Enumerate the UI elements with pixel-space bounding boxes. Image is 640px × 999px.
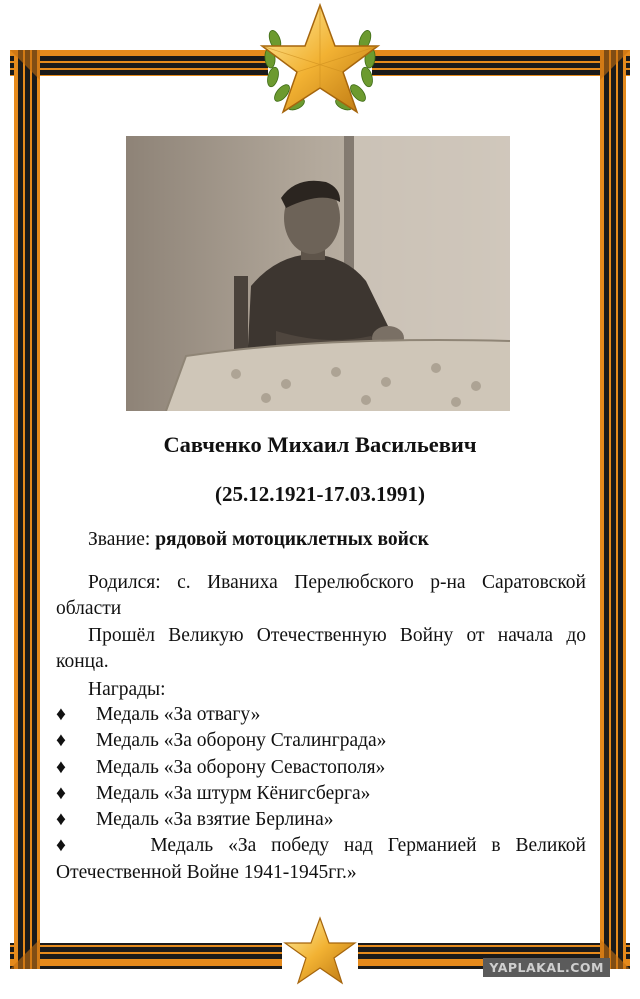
list-item: ♦ Медаль «За оборону Севастополя» (56, 755, 586, 781)
diamond-bullet-icon: ♦ (56, 704, 66, 725)
awards-heading (56, 677, 586, 703)
rank-line (56, 527, 586, 553)
list-item: ♦ Медаль «За оборону Сталинграда» (56, 728, 586, 754)
portrait-photo (126, 136, 510, 411)
person-name: Савченко Михаил Васильевич (163, 432, 477, 457)
star-icon (285, 918, 355, 983)
star-with-laurel-icon (262, 5, 378, 112)
awards-list (56, 702, 586, 886)
rank-label: Звание: (88, 529, 151, 550)
life-dates: (25.12.1921-17.03.1991) (215, 482, 425, 506)
rank-value: рядовой мотоциклетных войск (155, 529, 429, 550)
birthplace-paragraph (56, 570, 586, 622)
list-item: ♦ Медаль «За победу над Германией в Великой Отечественной Войне 1941-1945гг.» (56, 835, 586, 883)
diamond-bullet-icon: ♦ (56, 835, 76, 857)
list-item: ♦ Медаль «За взятие Берлина» (56, 807, 586, 833)
list-item: ♦ Медаль «За отвагу» (56, 702, 586, 728)
watermark: YAPLAKAL.COM (483, 958, 610, 977)
diamond-bullet-icon: ♦ (56, 756, 66, 778)
ribbon-left (14, 50, 40, 969)
birthplace-text: Родился: с. Иваниха Перелюбского р-на Саратовской области (56, 572, 586, 619)
list-item: ♦ Медаль «За штурм Кёнигсберга» (56, 781, 586, 807)
service-text: Прошёл Великую Отечественную Войну от начала до конца. (56, 625, 586, 672)
service-paragraph (56, 623, 586, 675)
diamond-bullet-icon: ♦ (56, 809, 66, 831)
ribbon-right (600, 50, 626, 969)
diamond-bullet-icon: ♦ (56, 730, 66, 752)
awards-label: Награды: (88, 679, 166, 700)
diamond-bullet-icon: ♦ (56, 782, 66, 804)
